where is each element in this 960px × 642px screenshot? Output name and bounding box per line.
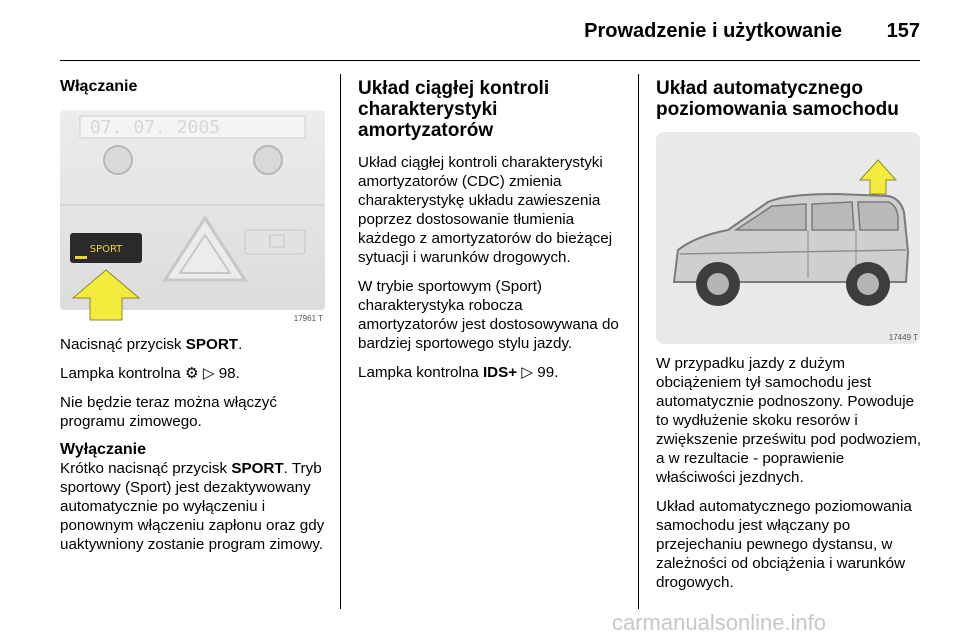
sport-button-label: SPORT [89, 244, 123, 255]
paragraph: Układ automatycznego poziomowania samochodu jest włączany po przejechaniu pewnego dystansu, w zależności od obciążenia i warunków drogowych. [656, 498, 912, 591]
page-ref-icon: ▷ [202, 365, 215, 382]
sport-button-illustration [60, 110, 325, 325]
column-left [60, 70, 325, 564]
paragraph: Nie będzie teraz można włączyć programu zimowego. [60, 394, 277, 430]
heading-off: Wyłączanie [60, 441, 146, 458]
paragraph: Nacisnąć przycisk SPORT. [60, 336, 243, 353]
paragraph: W trybie sportowym (Sport) charakterystyka robocza amortyzatorów jest dostosowywana do bardziej sportowego stylu jazdy. [358, 278, 619, 352]
warning-lamp-icon: ⚙ [184, 365, 199, 382]
column-divider [340, 74, 341, 609]
watermark: carmanualsonline.info [612, 610, 827, 635]
paragraph: Krótko nacisnąć przycisk SPORT. Tryb sportowy (Sport) jest dezaktywowany automatycznie po wyłączeniu i ponownym włączeniu zapłonu oraz gdy uaktywniony zostanie program zimowy. [60, 460, 325, 553]
section-title: Prowadzenie i użytkowanie [584, 20, 842, 42]
paragraph: Lampka kontrolna ⚙ ▷ 98. [60, 365, 240, 382]
column-right [656, 70, 922, 602]
car-figure [656, 132, 920, 344]
heading-cdc: Układ ciągłej kontroli charakterystyki amortyzatorów [358, 78, 550, 141]
heading-leveling: Układ automatycznego poziomowania samochodu [656, 78, 899, 120]
page-ref-icon: ▷ [521, 364, 534, 381]
figure-code: 17449 T [888, 333, 918, 342]
figure-code: 17961 T [293, 314, 323, 323]
column-divider [638, 74, 639, 609]
paragraph: W przypadku jazdy z dużym obciążeniem tył samochodu jest automatycznie podnoszony. Powoduje to wydłużenie skoku resorów i zwiększenie prześwitu pod podwoziem, a w rezultacie - poprawienie właściwości jezdnych. [656, 355, 922, 486]
paragraph: Układ ciągłej kontroli charakterystyki amortyzatorów (CDC) zmienia charakterystykę układu zawieszenia poprzez dostosowanie tłumienia każdego z amortyzatorów do bieżącej sytuacji i warunków drogowych. [358, 154, 613, 266]
page-header [0, 0, 960, 62]
paragraph: Lampka kontrolna IDS+ ▷ 99. [358, 364, 559, 381]
sport-button-figure [60, 110, 325, 325]
heading-on: Włączanie [60, 78, 138, 95]
page-number: 157 [886, 20, 920, 42]
car-illustration [656, 132, 920, 344]
display-text: 07. 07. 2005 [90, 117, 221, 138]
header-rule [60, 60, 920, 61]
column-middle [358, 70, 626, 392]
